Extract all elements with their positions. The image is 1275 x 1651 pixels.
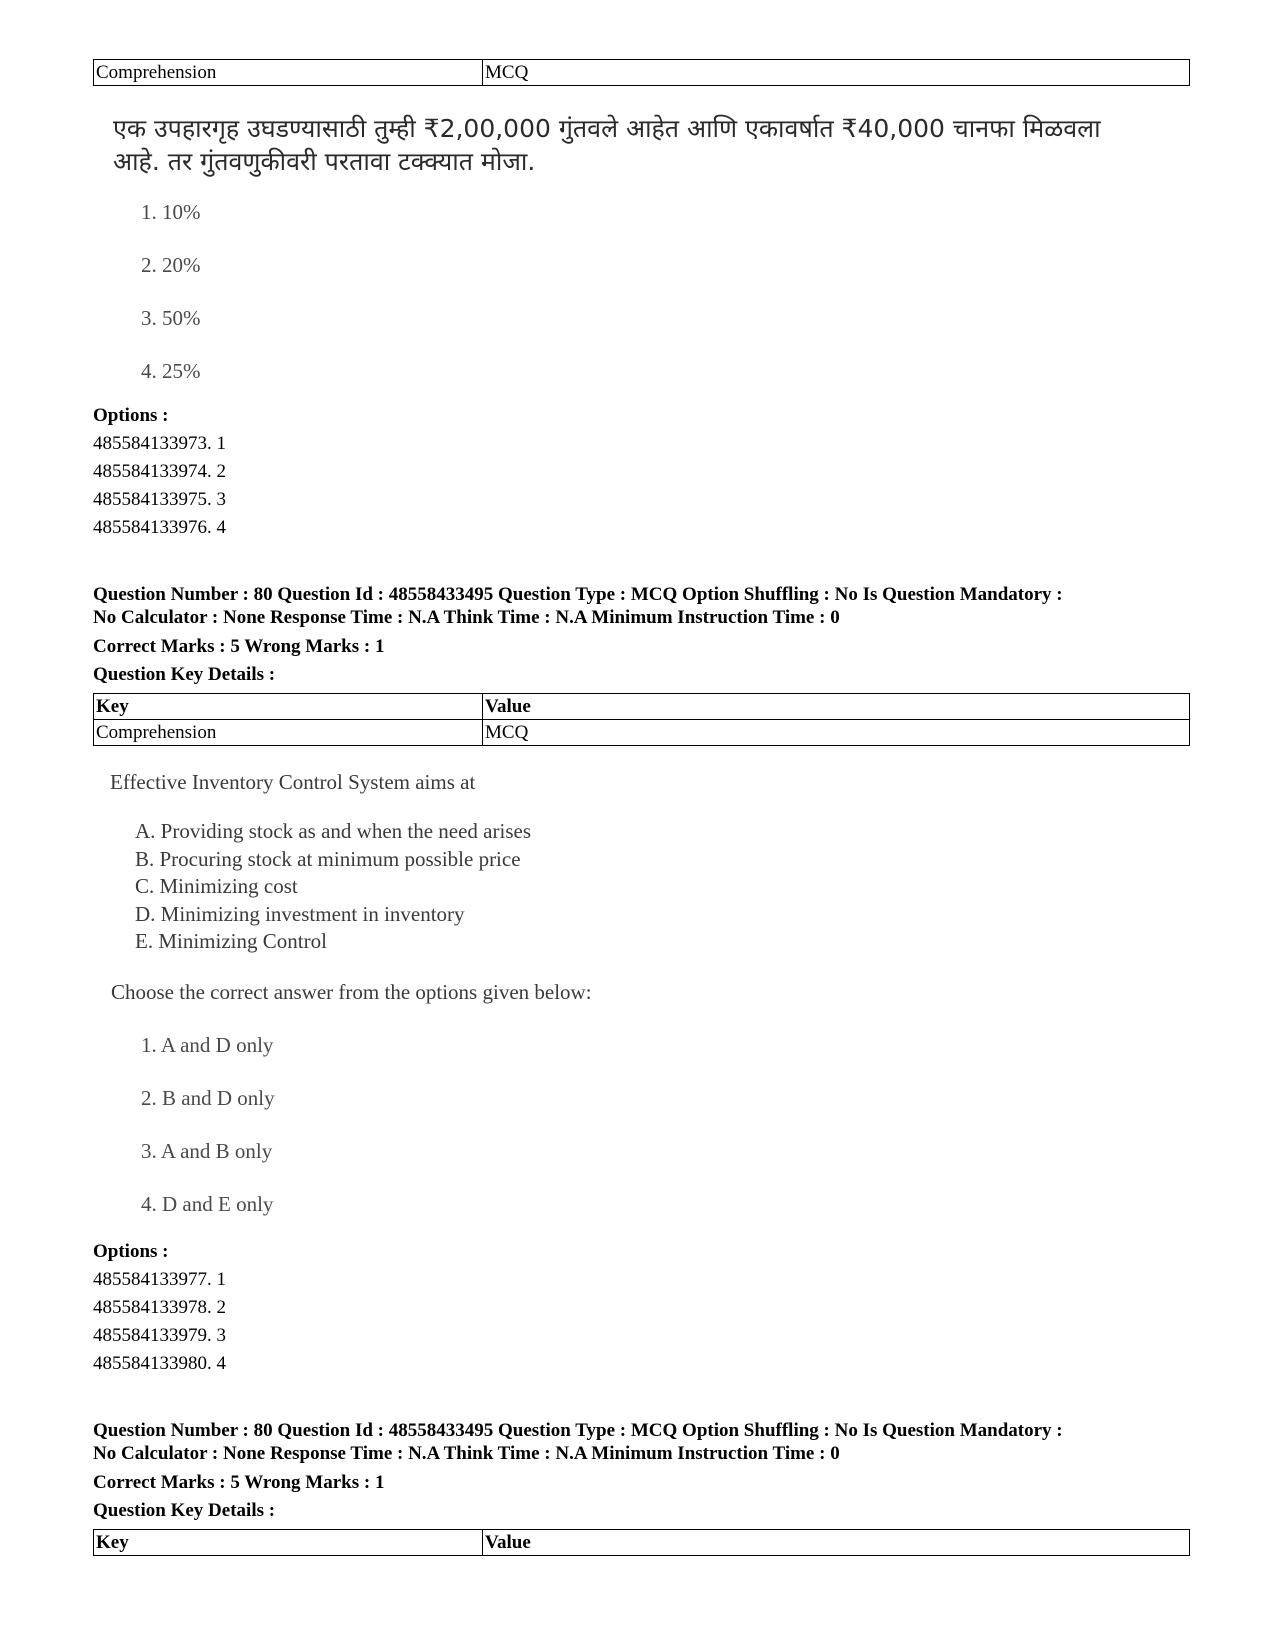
- choice-3: 3. 50%: [141, 306, 201, 330]
- table-row: [94, 720, 1190, 746]
- question-meta-line-2: No Calculator : None Response Time : N.A Think Time : N.A Minimum Instruction Time : 0: [93, 1443, 840, 1464]
- key-value-table: [93, 693, 1190, 746]
- question-text-marathi: एक उपहारगृह उघडण्यासाठी तुम्ही ₹2,00,000 गुंतवले आहेत आणि एकावर्षात ₹40,000 चानफा मिळवला आहे. तर गुंतवणुकीवरी परतावा टक्क्यात मोजा.: [113, 114, 1101, 176]
- marks-line: Correct Marks : 5 Wrong Marks : 1: [93, 1472, 385, 1493]
- table-header-row: [94, 694, 1190, 720]
- question-key-details-label: Question Key Details :: [93, 664, 276, 685]
- option-item: 485584133976. 4: [93, 517, 226, 538]
- option-item: 485584133975. 3: [93, 489, 226, 510]
- question-key-details-label: Question Key Details :: [93, 1500, 276, 1521]
- option-item: 485584133978. 2: [93, 1297, 226, 1318]
- choice-1: 1. 10%: [141, 200, 201, 224]
- choice-4: 4. 25%: [141, 359, 201, 383]
- choice-2: 2. B and D only: [141, 1086, 275, 1110]
- option-item: 485584133974. 2: [93, 461, 226, 482]
- table-row: [94, 60, 1190, 86]
- option-item: 485584133977. 1: [93, 1269, 226, 1290]
- table-header-key: Key: [94, 694, 483, 720]
- statement-item: C. Minimizing cost: [135, 874, 298, 898]
- question-meta-line-1: Question Number : 80 Question Id : 48558433495 Question Type : MCQ Option Shuffling : No Is Question Mandatory :: [93, 1420, 1063, 1441]
- table-header-value: Value: [483, 1530, 1190, 1556]
- options-label: Options :: [93, 1241, 169, 1262]
- table-cell-key: Comprehension: [94, 720, 483, 746]
- option-item: 485584133980. 4: [93, 1353, 226, 1374]
- key-value-table-bottom: [93, 1529, 1190, 1556]
- statement-item: E. Minimizing Control: [135, 929, 327, 953]
- options-label: Options :: [93, 405, 169, 426]
- option-item: 485584133973. 1: [93, 433, 226, 454]
- options-list: [93, 1266, 226, 1378]
- question-text: Effective Inventory Control System aims at: [110, 770, 476, 794]
- statement-list: [135, 818, 531, 956]
- question-meta-line-1: Question Number : 80 Question Id : 48558433495 Question Type : MCQ Option Shuffling : No Is Question Mandatory :: [93, 584, 1063, 605]
- table-cell-value: MCQ: [483, 720, 1190, 746]
- key-value-table-top: [93, 59, 1190, 86]
- statement-item: B. Procuring stock at minimum possible price: [135, 846, 521, 871]
- statement-item: A. Providing stock as and when the need arises: [135, 819, 531, 843]
- statement-item: D. Minimizing investment in inventory: [135, 901, 465, 926]
- marks-line: Correct Marks : 5 Wrong Marks : 1: [93, 636, 385, 657]
- option-item: 485584133979. 3: [93, 1325, 226, 1346]
- options-list: [93, 430, 226, 542]
- table-header-value: Value: [483, 694, 1190, 720]
- choice-4: 4. D and E only: [141, 1192, 274, 1216]
- table-cell-value: MCQ: [483, 60, 1190, 86]
- table-header-key: Key: [94, 1530, 483, 1556]
- choice-2: 2. 20%: [141, 253, 201, 277]
- instruction-text: Choose the correct answer from the options given below:: [111, 980, 592, 1004]
- question-meta-line-2: No Calculator : None Response Time : N.A Think Time : N.A Minimum Instruction Time : 0: [93, 607, 840, 628]
- table-cell-key: Comprehension: [94, 60, 483, 86]
- table-header-row: [94, 1530, 1190, 1556]
- choice-1: 1. A and D only: [141, 1033, 274, 1057]
- choice-3: 3. A and B only: [141, 1139, 273, 1163]
